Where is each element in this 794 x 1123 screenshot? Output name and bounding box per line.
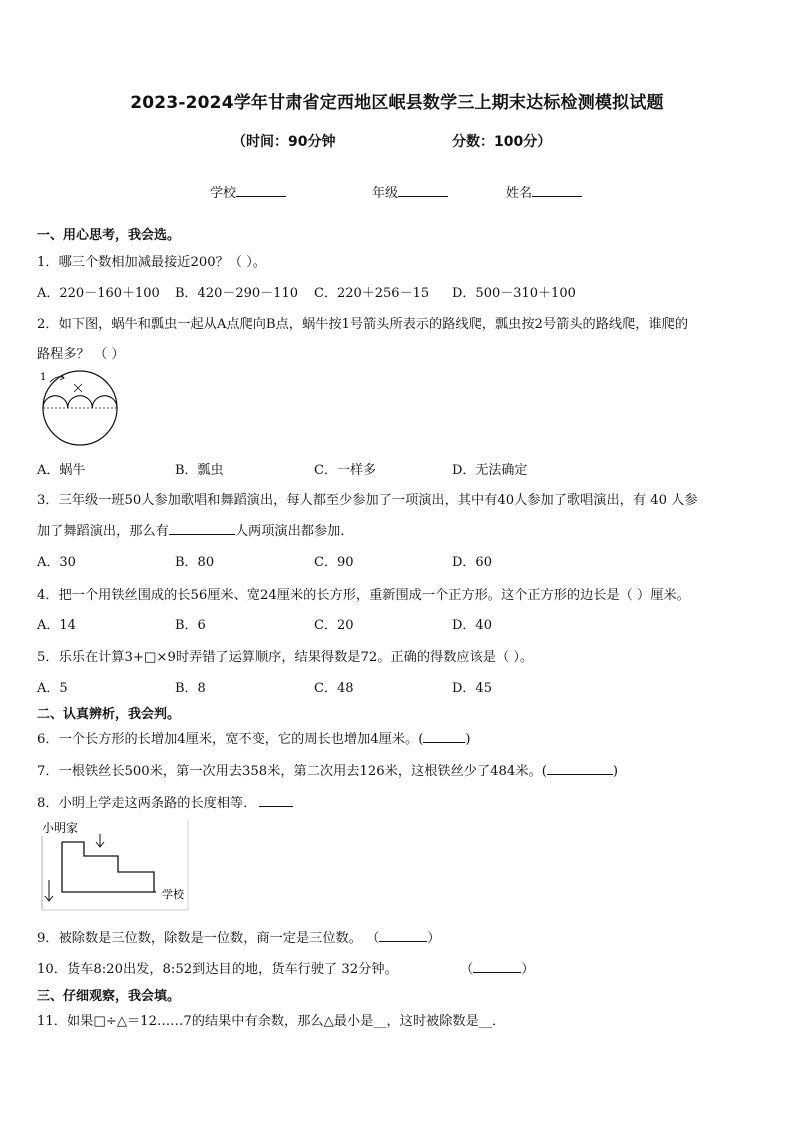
question-5: 5．乐乐在计算3+□×9时弄错了运算顺序，结果得数是72。正确的得数应该是（ ）。 xyxy=(37,650,534,665)
arrow-1-head-icon xyxy=(60,375,64,380)
arrow-2-icon xyxy=(74,384,82,392)
q8-route-figure xyxy=(38,816,192,912)
q8-text: 8．小明上学走这两条路的长度相等． xyxy=(37,796,257,811)
route-arrow-down-icon xyxy=(45,880,53,901)
grade-label: 年级 xyxy=(372,186,399,201)
q5-option-d[interactable]: D．45 xyxy=(452,681,492,696)
q3-option-c[interactable]: C．90 xyxy=(314,555,354,570)
question-10: 10．货车8:20出发，8:52到达目的地，货车行驶了 32分钟。 xyxy=(37,962,398,977)
school-blank[interactable] xyxy=(236,184,286,197)
q6-answer-blank[interactable] xyxy=(423,730,465,743)
q3-answer-blank[interactable] xyxy=(169,522,235,535)
question-6 xyxy=(37,728,471,747)
school-label: 学校 xyxy=(210,186,237,201)
q9-answer-blank[interactable] xyxy=(379,929,427,942)
question-7 xyxy=(37,760,618,779)
q4-option-b[interactable]: B．6 xyxy=(175,618,206,633)
question-3-line-1: 3．三年级一班50人参加歌唱和舞蹈演出，每人都至少参加了一项演出，其中有40人参加了歌唱演出，有 40 人参 xyxy=(37,493,698,508)
q2-option-a[interactable]: A．蜗牛 xyxy=(37,463,86,478)
section-3-heading: 三、仔细观察，我会填。 xyxy=(37,989,181,1004)
q9-close-paren: ） xyxy=(427,931,441,946)
question-3-line-2 xyxy=(37,520,354,539)
route-arrow-icon xyxy=(96,834,104,847)
exam-score: 分数：100分） xyxy=(452,134,552,150)
q5-option-b[interactable]: B．8 xyxy=(175,681,206,696)
q1-option-d[interactable]: D．500－310＋100 xyxy=(452,286,576,301)
school-field xyxy=(210,182,286,201)
q8-school-label: 学校 xyxy=(162,888,184,901)
q3-option-b[interactable]: B．80 xyxy=(175,555,215,570)
grade-blank[interactable] xyxy=(398,184,448,197)
q2-option-d[interactable]: D．无法确定 xyxy=(452,463,528,478)
q10-open-paren: （ xyxy=(460,962,474,977)
small-semicircles xyxy=(43,396,117,408)
q4-option-a[interactable]: A．14 xyxy=(37,618,76,633)
q2-option-b[interactable]: B．瓢虫 xyxy=(175,463,224,478)
question-4: 4．把一个用铁丝围成的长56厘米、宽24厘米的长方形，重新围成一个正方形。这个正方形的边长是（ ）厘米。 xyxy=(37,588,690,603)
straight-route xyxy=(62,842,156,892)
q2-circle-figure xyxy=(36,368,126,448)
q3-option-d[interactable]: D．60 xyxy=(452,555,492,570)
q1-option-c[interactable]: C．220＋256－15 xyxy=(314,286,430,301)
q3-text-b: 人两项演出都参加． xyxy=(234,524,354,539)
q7-close-paren: ) xyxy=(612,764,618,779)
q10-answer-blank[interactable] xyxy=(473,960,521,973)
section-2-heading: 二、认真辨析，我会判。 xyxy=(37,707,181,722)
q1-option-b[interactable]: B．420－290－110 xyxy=(175,286,298,301)
q6-close-paren: ) xyxy=(465,732,471,747)
staircase-route xyxy=(62,842,154,892)
q4-option-d[interactable]: D．40 xyxy=(452,618,492,633)
q7-text: 7．一根铁丝长500米，第一次用去358米，第二次用去126米，这根铁丝少了484米。( xyxy=(37,764,547,779)
question-1: 1．哪三个数相加减最接近200？（ ）。 xyxy=(37,255,266,270)
q4-option-c[interactable]: C．20 xyxy=(314,618,354,633)
q10-answer xyxy=(460,958,534,977)
q3-text-a: 加了舞蹈演出，那么有 xyxy=(37,524,169,539)
question-2-line-1: 2．如下图，蜗牛和瓢虫一起从A点爬向B点，蜗牛按1号箭头所表示的路线爬，瓢虫按2号箭头的路线爬，谁爬的 xyxy=(37,317,689,332)
q7-answer-blank[interactable] xyxy=(547,762,613,775)
q5-option-c[interactable]: C．48 xyxy=(314,681,354,696)
name-field xyxy=(506,182,582,201)
page-title: 2023-2024学年甘肃省定西地区岷县数学三上期末达标检测模拟试题 xyxy=(130,93,664,113)
q8-answer-blank[interactable] xyxy=(259,794,293,807)
exam-time: （时间：90分钟 xyxy=(232,134,336,150)
name-blank[interactable] xyxy=(532,184,582,197)
question-11: 11．如果□÷△＝12……7的结果中有余数，那么△最小是__，这时被除数是__． xyxy=(37,1014,506,1029)
q5-option-a[interactable]: A．5 xyxy=(37,681,68,696)
q2-option-c[interactable]: C．一样多 xyxy=(314,463,376,478)
question-8 xyxy=(37,792,293,811)
q6-text: 6．一个长方形的长增加4厘米，宽不变，它的周长也增加4厘米。( xyxy=(37,732,424,747)
q3-option-a[interactable]: A．30 xyxy=(37,555,76,570)
q2-figure-label: 1 xyxy=(40,372,47,383)
grade-field xyxy=(372,182,448,201)
q9-text: 9．被除数是三位数，除数是一位数，商一定是三位数。 （ xyxy=(37,931,380,946)
q1-option-a[interactable]: A．220－160＋100 xyxy=(37,286,160,301)
question-9 xyxy=(37,927,440,946)
section-1-heading: 一、用心思考，我会选。 xyxy=(37,228,181,243)
name-label: 姓名 xyxy=(506,186,533,201)
q8-home-label: 小明家 xyxy=(42,821,79,835)
question-2-line-2: 路程多？ （ ） xyxy=(37,347,125,362)
q10-close-paren: ） xyxy=(521,962,535,977)
